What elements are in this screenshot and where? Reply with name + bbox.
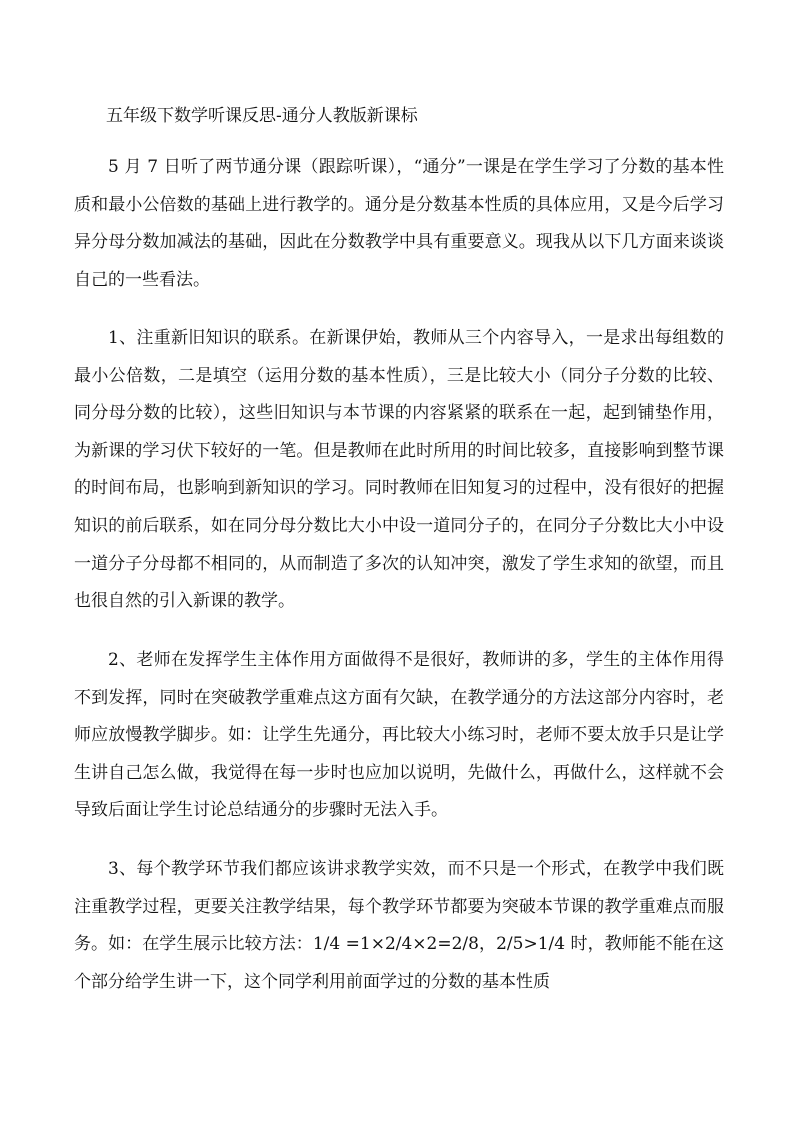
paragraph-point-3: 3、每个教学环节我们都应该讲求教学实效，而不只是一个形式，在教学中我们既注重教学过程，更要关注教学结果，每个教学环节都要为突破本节课的教学重难点而服务。如：在学生展示比较方法：1/4 =1×2/4×2=2/8，2/5>1/4 时，教师能不能在这个部分给学生讲一下，这个同学利用前面学过的分数的基本性质	[74, 859, 724, 992]
paragraph-point-2: 2、老师在发挥学生主体作用方面做得不是很好，教师讲的多，学生的主体作用得不到发挥，同时在突破教学重难点这方面有欠缺，在教学通分的方法这部分内容时，老师应放慢教学脚步。如：让学生先通分，再比较大小练习时，老师不要太放手只是让学生讲自己怎么做，我觉得在每一步时也应加以说明，先做什么，再做什么，这样就不会导致后面让学生讨论总结通分的步骤时无法入手。	[74, 650, 724, 821]
paragraph-point-1: 1、注重新旧知识的联系。在新课伊始，教师从三个内容导入，一是求出每组数的最小公倍数，二是填空（运用分数的基本性质），三是比较大小（同分子分数的比较、同分母分数的比较），这些旧知识与本节课的内容紧紧的联系在一起，起到铺垫作用，为新课的学习伏下较好的一笔。但是教师在此时所用的时间比较多，直接影响到整节课的时间布局，也影响到新知识的学习。同时教师在旧知复习的过程中，没有很好的把握知识的前后联系，如在同分母分数比大小中设一道同分子的，在同分子分数比大小中设一道分子分母都不相同的，从而制造了多次的认知冲突，激发了学生求知的欲望，而且也很自然的引入新课的教学。	[74, 328, 724, 612]
document-title: 五年级下数学听课反思-通分人教版新课标	[106, 106, 418, 126]
paragraph-intro: 5 月 7 日听了两节通分课（跟踪听课），“通分”一课是在学生学习了分数的基本性质和最小公倍数的基础上进行教学的。通分是分数基本性质的具体应用，又是今后学习异分母分数加减法的基础，因此在分数教学中具有重要意义。现我从以下几方面来谈谈自己的一些看法。	[74, 157, 724, 290]
